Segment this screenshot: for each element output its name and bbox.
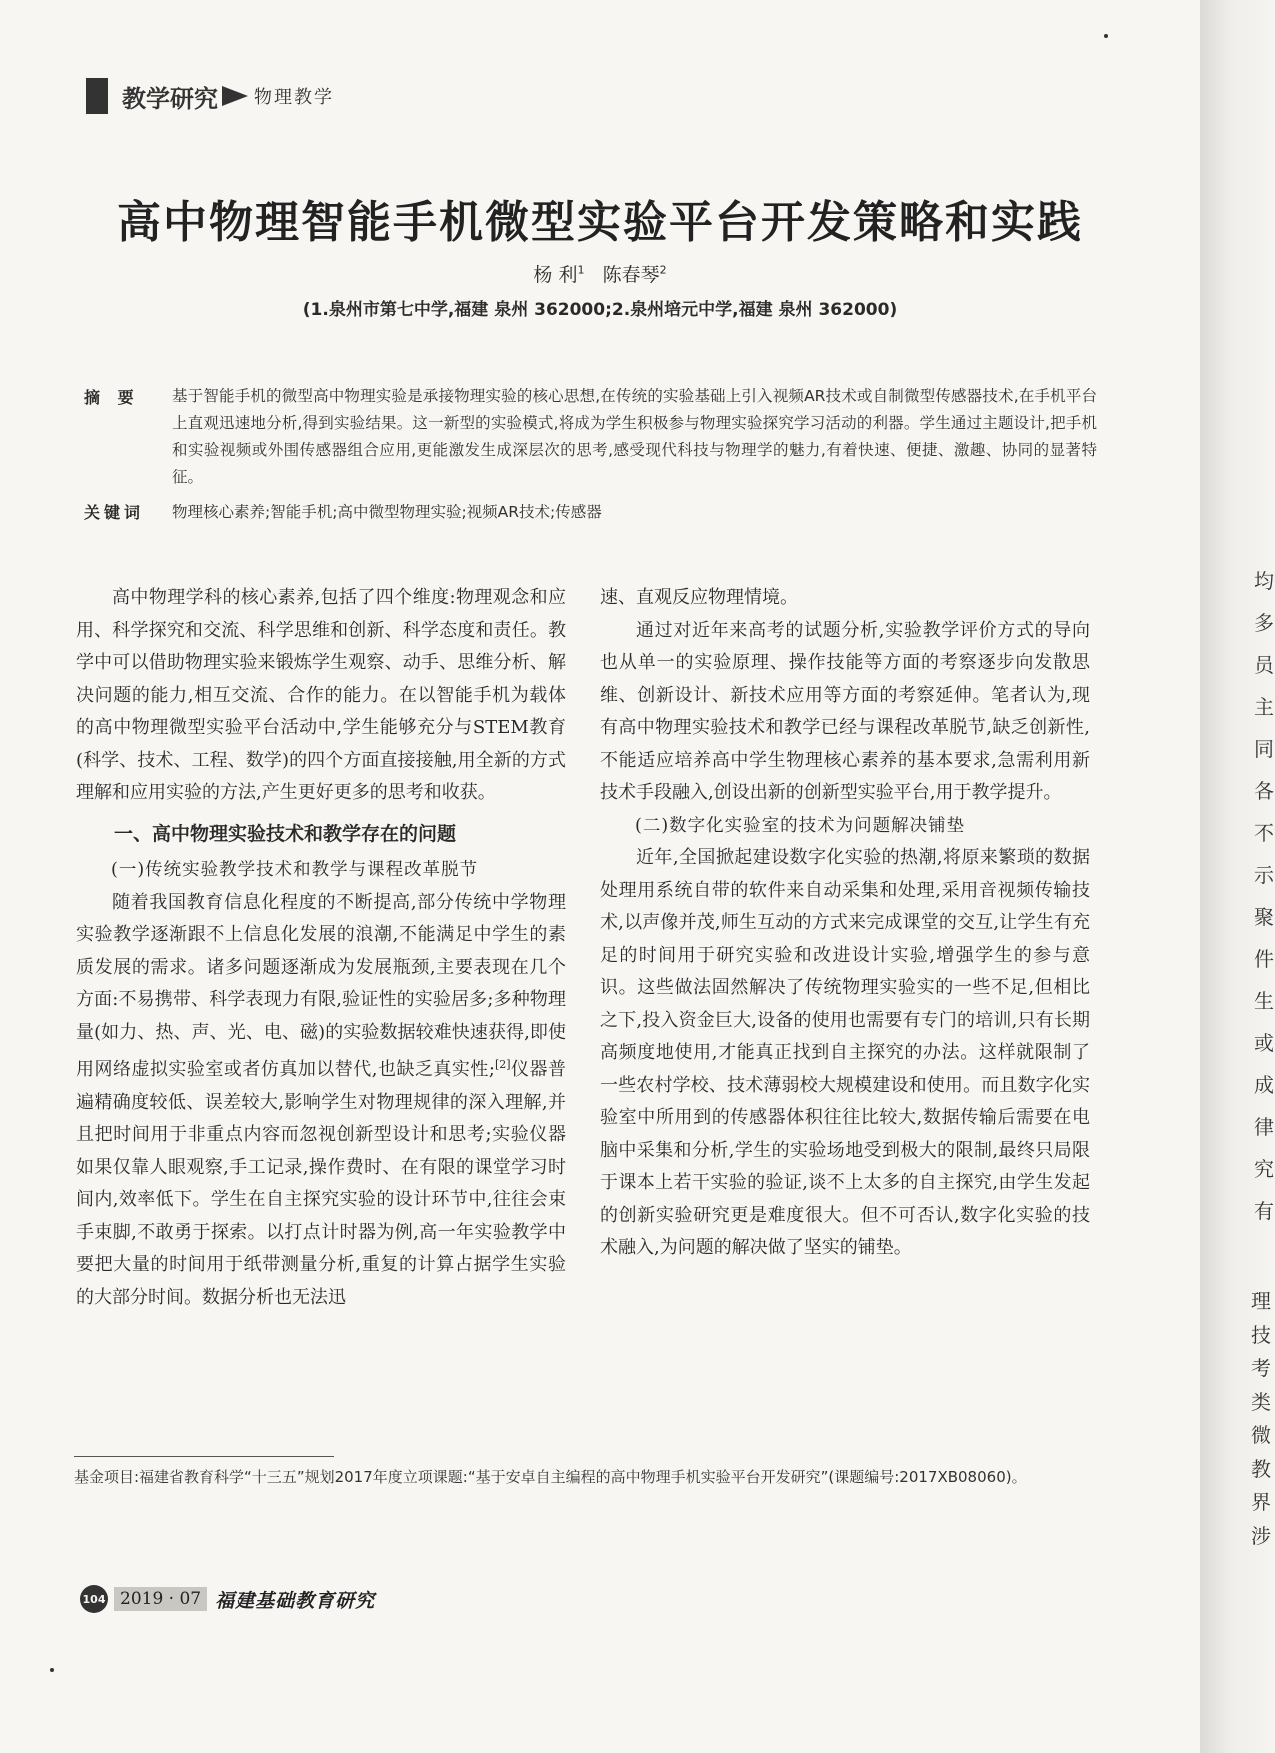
citation-mark: [2] [494, 1058, 511, 1071]
edge-char: 究 [1254, 1157, 1274, 1181]
author-name: 杨 利 [533, 264, 578, 286]
edge-char: 技 [1251, 1322, 1271, 1347]
paragraph-part: 随着我国教育信息化程度的不断提高,部分传统中学物理实验教学逐渐跟不上信息化发展的浪潮,不能满足中学生的素质发展的需求。诸多问题逐渐成为发展瓶颈,主要表现在几个方面:不易携带、科学表现力有限,验证性的实验居多;多种物理量(如力、热、声、光、电、磁)的实验数据较难快速获得,即使用网络虚拟实验室或者仿真加以替代,也缺乏真实性; [76, 891, 566, 1080]
edge-char: 或 [1254, 1031, 1274, 1055]
edge-char: 生 [1254, 989, 1274, 1013]
page-number: 104 [80, 1585, 108, 1613]
body-paragraph: 高中物理学科的核心素养,包括了四个维度:物理观念和应用、科学探究和交流、科学思维和创新、科学态度和责任。教学中可以借助物理实验来锻炼学生观察、动手、思维分析、解决问题的能力,相互交流、合作的能力。在以智能手机为载体的高中物理微型实验平台活动中,学生能够充分与STEM教育(科学、技术、工程、数学)的四个方面直接接触,用全新的方式理解和应用实验的方法,产生更好更多的思考和收获。 [76, 587, 566, 803]
author-line [0, 260, 1200, 287]
page-footer [80, 1585, 375, 1613]
issue-label: 2019 · 07 [114, 1587, 207, 1611]
edge-char: 各 [1254, 779, 1274, 803]
edge-char: 成 [1254, 1073, 1274, 1097]
edge-char: 理 [1251, 1289, 1271, 1313]
right-column [600, 582, 1090, 1265]
subsection-heading: (二)数字化实验室的技术为问题解决铺垫 [635, 815, 966, 836]
abstract-text: 基于智能手机的微型高中物理实验是承接物理实验的核心思想,在传统的实验基础上引入视频AR技术或自制微型传感器技术,在手机平台上直观迅速地分析,得到实验结果。这一新型的实验模式,将成为学生积极参与物理实验探究学习活动的利器。学生通过主题设计,把手机和实验视频或外围传感器组合应用,更能激发生成深层次的思考,感受现代科技与物理学的魅力,有着快速、便捷、激趣、协同的显著特征。 [172, 387, 1097, 486]
affiliation: (1.泉州市第七中学,福建 泉州 362000;2.泉州培元中学,福建 泉州 362000) [302, 300, 898, 320]
edge-char: 有 [1254, 1199, 1274, 1223]
arrow-right-icon [222, 86, 248, 106]
speck-mark [1104, 34, 1108, 38]
keywords-label: 关键词 [84, 503, 145, 522]
edge-char: 微 [1251, 1423, 1271, 1447]
subsection-heading: (一)传统实验教学技术和教学与课程改革脱节 [111, 860, 479, 880]
edge-char: 示 [1254, 863, 1274, 887]
keywords-text: 物理核心素养;智能手机;高中微型物理实验;视频AR技术;传感器 [172, 503, 602, 521]
author-mark: 2 [659, 263, 667, 277]
speck-mark [50, 1668, 54, 1672]
adjacent-page-text-bottom [1250, 1285, 1272, 1553]
edge-char: 件 [1254, 947, 1274, 971]
body-paragraph [76, 887, 566, 1315]
header-section: 教学研究 [122, 84, 218, 113]
section-heading: 一、高中物理实验技术和教学存在的问题 [114, 822, 457, 845]
body-paragraph: 近年,全国掀起建设数字化实验的热潮,将原来繁琐的数据处理用系统自带的软件来自动采集和处理,采用音视频传输技术,以声像并茂,师生互动的方式来完成课堂的交互,让学生有充足的时间用于研究实验和改进设计实验,增强学生的参与意识。这些做法固然解决了传统物理实验实的一些不足,但相比之下,投入资金巨大,设备的使用也需要有专门的培训,只有长期高频度地使用,才能真正找到自主探究的办法。这样就限制了一些农村学校、技术薄弱校大规模建设和使用。而且数字化实验室中所用到的传感器体积往往比较大,数据传输后需要在电脑中采集和分析,学生的实验场地受到极大的限制,最终只局限于课本上若干实验的验证,谈不上太多的自主探究,由学生发起的创新实验研究更是难度很大。但不可否认,数字化实验的技术融入,为问题的解决做了坚实的铺垫。 [600, 847, 1090, 1258]
left-column [76, 582, 566, 1314]
edge-char: 员 [1254, 653, 1274, 677]
edge-char: 律 [1254, 1115, 1274, 1139]
author-name: 陈春琴 [602, 264, 660, 286]
adjacent-page-text-top [1254, 560, 1272, 1232]
edge-char: 多 [1254, 611, 1274, 635]
edge-char: 涉 [1251, 1523, 1271, 1548]
page-header [86, 78, 334, 114]
edge-char: 均 [1254, 569, 1274, 593]
edge-char: 类 [1251, 1389, 1271, 1414]
edge-char: 不 [1254, 821, 1274, 845]
edge-char: 考 [1251, 1356, 1271, 1380]
header-subsection: 物理教学 [254, 87, 334, 108]
article-title: 高中物理智能手机微型实验平台开发策略和实践 [117, 197, 1083, 248]
edge-char: 主 [1254, 695, 1274, 719]
edge-char: 同 [1254, 737, 1274, 761]
body-paragraph: 速、直观反应物理情境。 [600, 587, 798, 608]
edge-char: 界 [1251, 1490, 1271, 1514]
edge-char: 聚 [1254, 905, 1274, 929]
journal-name: 福建基础教育研究 [215, 1589, 376, 1612]
abstract-label: 摘 要 [84, 388, 140, 407]
paragraph-part: 仪器普遍精确度较低、误差较大,影响学生对物理规律的深入理解,并且把时间用于非重点内容而忽视创新型设计和思考;实验仪器如果仅靠人眼观察,手工记录,操作费时、在有限的课堂学习时间内,效率低下。学生在自主探究实验的设计环节中,往往会束手束脚,不敢勇于探索。以打点计时器为例,高一年实验教学中要把大量的时间用于纸带测量分析,重复的计算占据学生实验的大部分时间。数据分析也无法迅 [76, 1059, 567, 1308]
edge-char: 教 [1251, 1456, 1271, 1481]
footnote: 基金项目:福建省教育科学“十三五”规划2017年度立项课题:“基于安卓自主编程的高中物理手机实验平台开发研究”(课题编号:2017XB08060)。 [74, 1468, 1027, 1486]
header-block-icon [86, 78, 108, 114]
footnote-rule [74, 1456, 334, 1457]
body-paragraph: 通过对近年来高考的试题分析,实验教学评价方式的导向也从单一的实验原理、操作技能等方面的考察逐步向发散思维、创新设计、新技术应用等方面的考察延伸。笔者认为,现有高中物理实验技术和教学已经与课程改革脱节,缺乏创新性,不能适应培养高中学生物理核心素养的基本要求,急需利用新技术手段融入,创设出新的创新型实验平台,用于教学提升。 [600, 619, 1090, 803]
author-mark: 1 [577, 263, 585, 277]
